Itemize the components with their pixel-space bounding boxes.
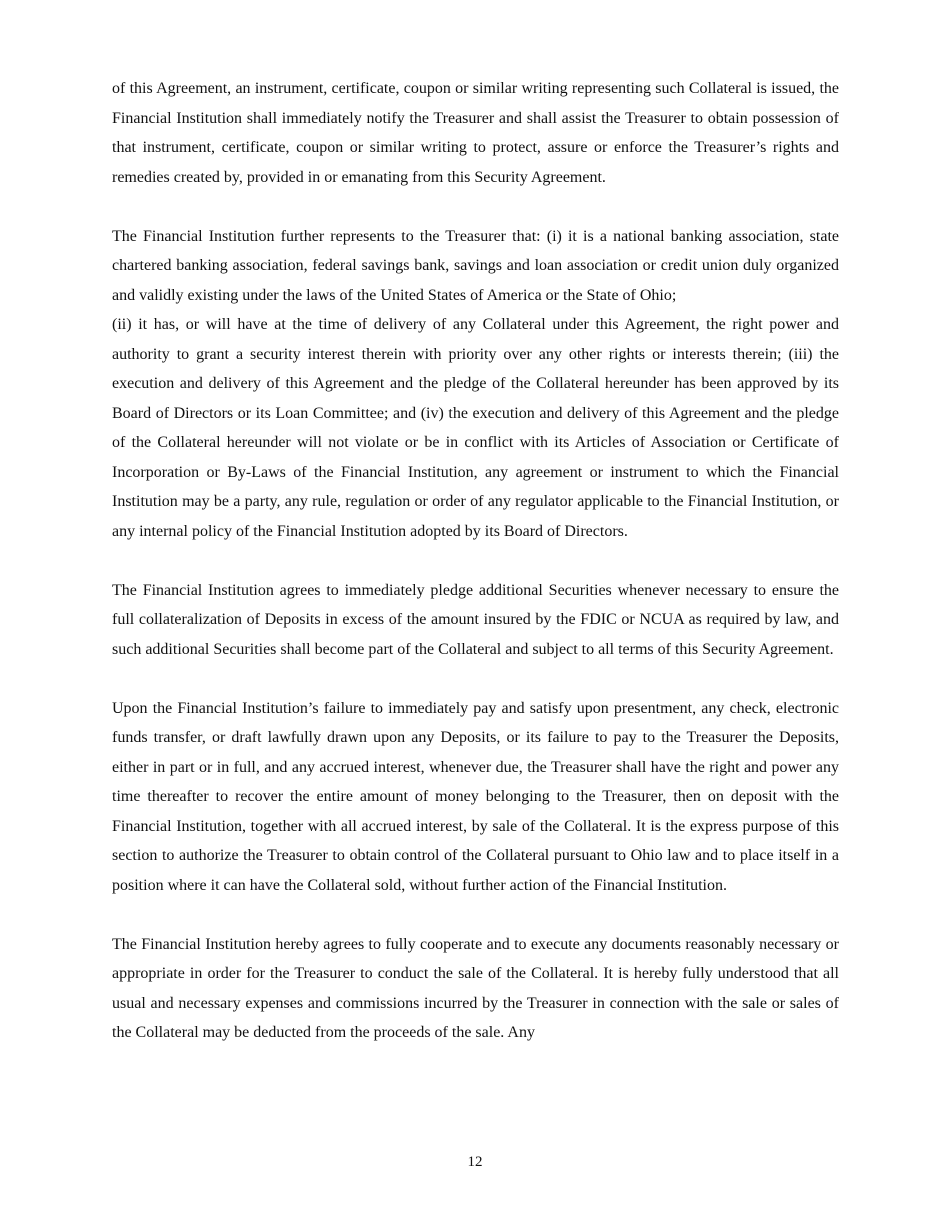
paragraph-representations: The Financial Institution further represents to the Treasurer that: (i) it is a national banking association, state chartered banking association, federal savings bank, savings and loan association or credit union duly organized and validly existing under the laws of the United States of America or the State of Ohio; [112,227,839,304]
document-body [112,74,839,1048]
page-number: 12 [467,1154,483,1170]
paragraph-authority: (ii) it has, or will have at the time of delivery of any Collateral under this Agreement, the right power and authority to grant a security interest therein with priority over any other rights or interests therein; (iii) the execution and delivery of this Agreement and the pledge of the Collateral hereunder has been approved by its Board of Directors or its Loan Committee; and (iv) the execution and delivery of this Agreement and the pledge of the Collateral hereunder will not violate or be in conflict with its Articles of Association or Certificate of Incorporation or By-Laws of the Financial Institution, any agreement or instrument to which the Financial Institution may be a party, any rule, regulation or order of any regulator applicable to the Financial Institution, or any internal policy of the Financial Institution adopted by its Board of Directors. [112,316,839,540]
paragraph-cooperation: The Financial Institution hereby agrees to fully cooperate and to execute any documents reasonably necessary or appropriate in order for the Treasurer to conduct the sale of the Collateral. It is hereby fully understood that all usual and necessary expenses and commissions incurred by the Treasurer in connection with the sale or sales of the Collateral may be deducted from the proceeds of the sale. Any [112,935,839,1041]
paragraph-additional-securities: The Financial Institution agrees to immediately pledge additional Securities whenever necessary to ensure the full collateralization of Deposits in excess of the amount insured by the FDIC or NCUA as required by law, and such additional Securities shall become part of the Collateral and subject to all terms of this Security Agreement. [112,581,839,658]
paragraph-failure-to-pay: Upon the Financial Institution’s failure to immediately pay and satisfy upon presentment, any check, electronic funds transfer, or draft lawfully drawn upon any Deposits, or its failure to pay to the Treasurer the Deposits, either in part or in full, and any accrued interest, whenever due, the Treasurer shall have the right and power any time thereafter to recover the entire amount of money belonging to the Treasurer, then on deposit with the Financial Institution, together with all accrued interest, by sale of the Collateral. It is the express purpose of this section to authorize the Treasurer to obtain control of the Collateral pursuant to Ohio law and to place itself in a position where it can have the Collateral sold, without further action of the Financial Institution. [112,699,839,894]
paragraph-collateral-writing: of this Agreement, an instrument, certificate, coupon or similar writing representing such Collateral is issued, the Financial Institution shall immediately notify the Treasurer and shall assist the Treasurer to obtain possession of that instrument, certificate, coupon or similar writing to protect, assure or enforce the Treasurer’s rights and remedies created by, provided in or emanating from this Security Agreement. [112,80,839,186]
